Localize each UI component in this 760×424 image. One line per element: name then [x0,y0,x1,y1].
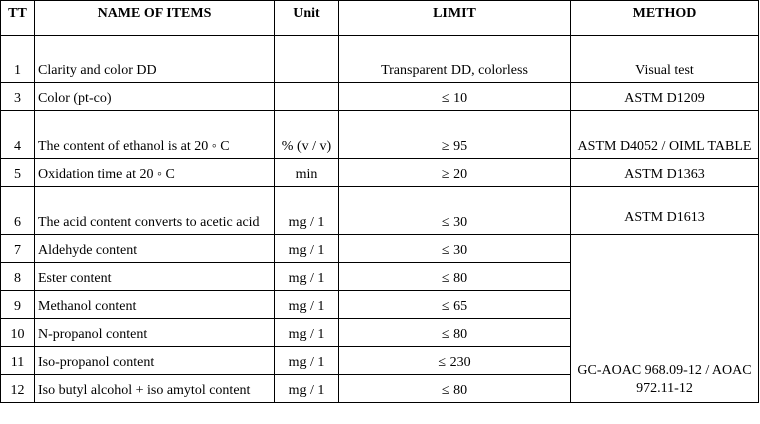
row-limit: ≤ 30 [339,235,571,263]
row-method: ASTM D1363 [571,159,759,187]
row-unit: mg / 1 [275,235,339,263]
row-method: ASTM D1613 [571,187,759,235]
row-limit: ≥ 20 [339,159,571,187]
row-tt: 7 [1,235,35,263]
header-method: METHOD [571,1,759,36]
row-unit: % (v / v) [275,111,339,159]
row-tt: 3 [1,83,35,111]
header-tt: TT [1,1,35,36]
header-name-of-items: NAME OF ITEMS [35,1,275,36]
row-tt: 1 [1,36,35,83]
row-method: ASTM D4052 / OIML TABLE [571,111,759,159]
row-tt: 9 [1,291,35,319]
row-limit: ≤ 80 [339,263,571,291]
table-row [1,187,759,235]
row-unit: mg / 1 [275,291,339,319]
table-row [1,235,759,263]
row-name: Oxidation time at 20 ◦ C [35,159,275,187]
row-name: Aldehyde content [35,235,275,263]
table-row [1,159,759,187]
row-unit: mg / 1 [275,319,339,347]
table-row [1,36,759,83]
row-limit: ≥ 95 [339,111,571,159]
row-tt: 6 [1,187,35,235]
table-row [1,111,759,159]
row-unit: min [275,159,339,187]
row-limit: ≤ 10 [339,83,571,111]
row-unit: mg / 1 [275,347,339,375]
merged-method-cell: GC-AOAC 968.09-12 / AOAC 972.11-12 [571,235,759,403]
row-unit [275,36,339,83]
row-limit: ≤ 65 [339,291,571,319]
row-limit: ≤ 230 [339,347,571,375]
row-name: Iso butyl alcohol + iso amytol content [35,375,275,403]
row-method: ASTM D1209 [571,83,759,111]
row-name: Clarity and color DD [35,36,275,83]
row-unit: mg / 1 [275,187,339,235]
row-limit: ≤ 30 [339,187,571,235]
row-limit: Transparent DD, colorless [339,36,571,83]
row-unit: mg / 1 [275,375,339,403]
row-name: Ester content [35,263,275,291]
row-name: Methanol content [35,291,275,319]
row-name: N-propanol content [35,319,275,347]
row-unit: mg / 1 [275,263,339,291]
row-name: The content of ethanol is at 20 ◦ C [35,111,275,159]
row-tt: 5 [1,159,35,187]
table-row [1,83,759,111]
row-limit: ≤ 80 [339,375,571,403]
row-name: The acid content converts to acetic acid [35,187,275,235]
header-unit: Unit [275,1,339,36]
row-name: Iso-propanol content [35,347,275,375]
header-row [1,1,759,36]
row-tt: 10 [1,319,35,347]
row-tt: 4 [1,111,35,159]
row-name: Color (pt-co) [35,83,275,111]
header-limit: LIMIT [339,1,571,36]
row-limit: ≤ 80 [339,319,571,347]
row-tt: 12 [1,375,35,403]
row-unit [275,83,339,111]
row-tt: 11 [1,347,35,375]
row-method: Visual test [571,36,759,83]
row-tt: 8 [1,263,35,291]
